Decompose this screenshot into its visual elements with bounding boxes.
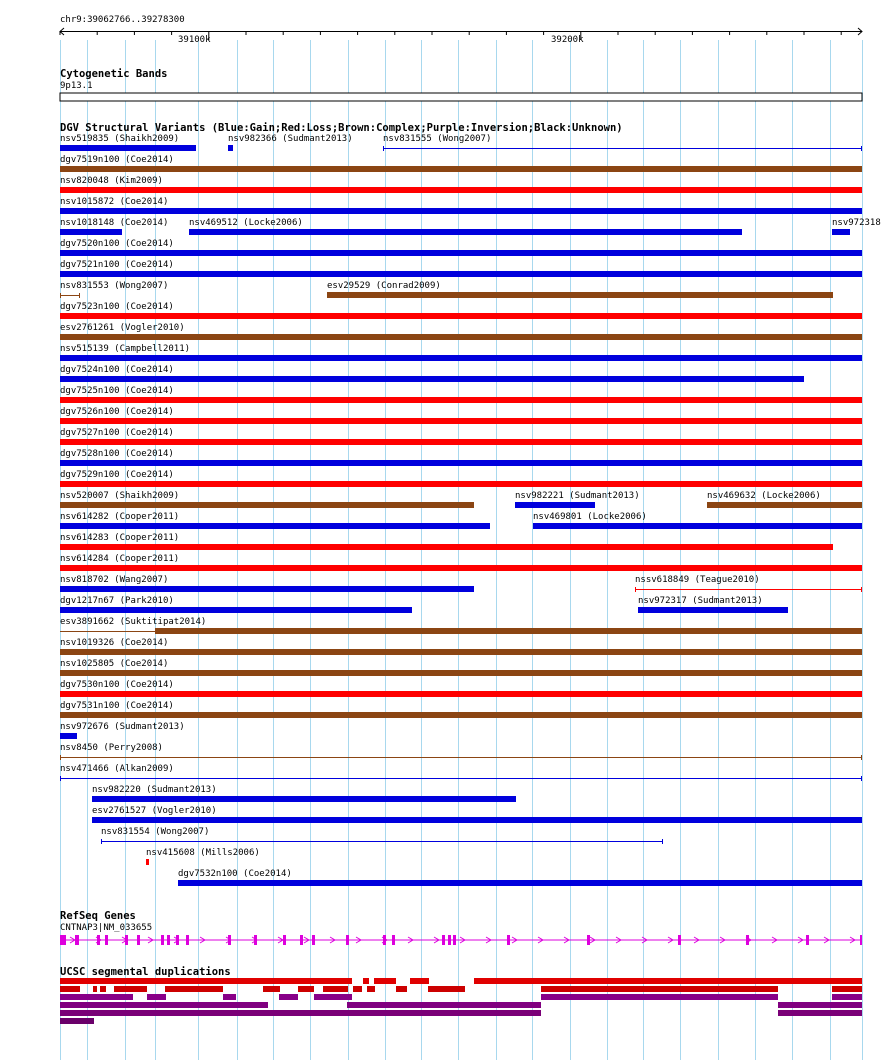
variant-nsv972676[interactable] <box>60 733 77 739</box>
gene-exon <box>860 935 862 945</box>
variant-nsv520007[interactable] <box>60 502 474 508</box>
gene-exon <box>105 935 108 945</box>
variant-bar <box>60 544 833 550</box>
cytobands-track-title[interactable]: Cytogenetic Bands <box>60 68 168 80</box>
variant-label[interactable]: nsv469632 (Locke2006) <box>707 491 821 501</box>
variant-label[interactable]: nsv982366 (Sudmant2013) <box>228 134 353 144</box>
variant-nsv469632[interactable] <box>707 502 862 508</box>
variant-label[interactable]: dgv7519n100 (Coe2014) <box>60 155 174 165</box>
variant-nsv818702[interactable] <box>60 586 474 592</box>
variant-dgv7526n100[interactable] <box>60 418 862 424</box>
gene-exon <box>300 935 303 945</box>
variant-dgv7532n100[interactable] <box>178 880 862 886</box>
variant-bar <box>60 712 862 718</box>
segdup-bar <box>147 994 166 1000</box>
variant-nsv469801[interactable] <box>533 523 862 529</box>
variant-esv29529[interactable] <box>327 292 833 298</box>
cytoband-bar <box>60 93 862 101</box>
variant-label[interactable]: nsv831555 (Wong2007) <box>383 134 492 144</box>
variant-dgv7521n100[interactable] <box>60 271 862 277</box>
variant-bar <box>92 817 862 823</box>
variant-label[interactable]: esv3891662 (Suktitipat2014) <box>60 617 207 627</box>
gene-exon <box>507 935 510 945</box>
variant-dgv1217n67[interactable] <box>60 607 412 613</box>
segdup-bar <box>60 1002 268 1008</box>
ruler-tick-label: 39100k <box>178 35 211 45</box>
variant-bar <box>533 523 862 529</box>
segdup-bar <box>279 994 298 1000</box>
variant-label[interactable]: dgv7531n100 (Coe2014) <box>60 701 174 711</box>
variant-nsv519835[interactable] <box>60 145 196 151</box>
variant-label[interactable]: nsv982220 (Sudmant2013) <box>92 785 217 795</box>
variant-nsv614284[interactable] <box>60 565 862 571</box>
segdup-bar <box>778 1010 862 1016</box>
variant-label[interactable]: nsv818702 (Wang2007) <box>60 575 169 585</box>
variant-bar <box>60 418 862 424</box>
variant-bar <box>60 145 196 151</box>
variant-bar <box>60 565 862 571</box>
variant-nsv1015872[interactable] <box>60 208 862 214</box>
segdup-bar <box>165 986 223 992</box>
segdup-bar <box>374 978 396 984</box>
variant-dgv7525n100[interactable] <box>60 397 862 403</box>
variant-bar <box>707 502 862 508</box>
ruler-tick-label: 39200k <box>551 35 584 45</box>
variant-nsv831554[interactable] <box>101 839 663 844</box>
variant-bar <box>60 187 862 193</box>
variant-nsv972318[interactable] <box>832 229 850 235</box>
variant-label[interactable]: dgv7521n100 (Coe2014) <box>60 260 174 270</box>
variant-label[interactable]: nsv415608 (Mills2006) <box>146 848 260 858</box>
variant-bar <box>60 607 412 613</box>
variant-nsv614283[interactable] <box>60 544 833 550</box>
variant-nsv831555[interactable] <box>383 146 862 151</box>
gene-exon <box>746 935 749 945</box>
variant-label[interactable]: esv29529 (Conrad2009) <box>327 281 441 291</box>
segdup-bar <box>114 986 147 992</box>
gene-exon <box>167 935 170 945</box>
variant-label[interactable]: nsv972676 (Sudmant2013) <box>60 722 185 732</box>
variant-bar <box>60 271 862 277</box>
variant-label[interactable]: nsv972318 <box>832 218 881 228</box>
variant-bar <box>60 250 862 256</box>
segdup-bar <box>367 986 375 992</box>
variant-label[interactable]: nsv519835 (Shaikh2009) <box>60 134 180 144</box>
variant-dgv7529n100[interactable] <box>60 481 862 487</box>
refseq-track-title[interactable]: RefSeq Genes <box>60 910 136 922</box>
variant-bar <box>638 607 788 613</box>
variant-label[interactable]: nsv831553 (Wong2007) <box>60 281 169 291</box>
variant-label[interactable]: nsv614284 (Cooper2011) <box>60 554 180 564</box>
variant-bar <box>515 502 595 508</box>
variant-label[interactable]: dgv7523n100 (Coe2014) <box>60 302 174 312</box>
segdup-bar <box>100 986 106 992</box>
variant-nsv820048[interactable] <box>60 187 862 193</box>
variant-bar <box>60 523 490 529</box>
segdup-bar <box>832 986 862 992</box>
gene-exon <box>383 935 386 945</box>
gene-exon <box>186 935 189 945</box>
variant-label[interactable]: dgv7530n100 (Coe2014) <box>60 680 174 690</box>
variant-label[interactable]: nsv1025805 (Coe2014) <box>60 659 169 669</box>
variant-label[interactable]: nsv614283 (Cooper2011) <box>60 533 180 543</box>
variant-label[interactable]: nsv972317 (Sudmant2013) <box>638 596 763 606</box>
variant-bar <box>146 859 149 865</box>
gene-exon <box>60 935 66 945</box>
gene-exon <box>448 935 451 945</box>
variant-esv2761261[interactable] <box>60 334 862 340</box>
segdup-bar <box>541 994 778 1000</box>
segdup-bar <box>60 1010 541 1016</box>
variant-label[interactable]: nsv469512 (Locke2006) <box>189 218 303 228</box>
segdup-bar <box>541 986 778 992</box>
gene-exon <box>312 935 315 945</box>
gene-exon <box>678 935 681 945</box>
variant-label[interactable]: nsv831554 (Wong2007) <box>101 827 210 837</box>
variant-label[interactable]: nsv1018148 (Coe2014) <box>60 218 169 228</box>
variant-label[interactable]: dgv1217n67 (Park2010) <box>60 596 174 606</box>
segdup-bar <box>60 994 133 1000</box>
variant-bar <box>60 313 862 319</box>
variant-dgv7530n100[interactable] <box>60 691 862 697</box>
segdup-bar <box>60 1018 94 1024</box>
gene-exon <box>228 935 231 945</box>
variant-bar <box>60 649 862 655</box>
variant-label[interactable]: dgv7532n100 (Coe2014) <box>178 869 292 879</box>
variant-bar <box>178 880 862 886</box>
variant-dgv7520n100[interactable] <box>60 250 862 256</box>
variant-bar <box>327 292 833 298</box>
gene-exon <box>346 935 349 945</box>
variant-bar <box>60 460 862 466</box>
variant-dgv7523n100[interactable] <box>60 313 862 319</box>
gene-exon <box>97 935 100 945</box>
variant-bar <box>60 586 474 592</box>
segdup-bar <box>778 1002 862 1008</box>
variant-bar <box>60 397 862 403</box>
gene-exon <box>137 935 140 945</box>
variant-nsv515139[interactable] <box>60 355 862 361</box>
variant-bar <box>60 334 862 340</box>
variant-bar <box>60 355 862 361</box>
refseq-gene-label: CNTNAP3|NM_033655 <box>60 923 153 933</box>
variant-bar <box>60 691 862 697</box>
segdup-bar <box>347 1002 541 1008</box>
segdup-bar <box>263 986 280 992</box>
variant-dgv7528n100[interactable] <box>60 460 862 466</box>
gene-exon <box>392 935 395 945</box>
variant-nsv8450[interactable] <box>60 755 862 760</box>
variant-bar <box>60 208 862 214</box>
variant-nsv982220[interactable] <box>92 796 516 802</box>
variant-bar <box>189 229 742 235</box>
segdup-bar <box>410 978 429 984</box>
gene-exon <box>254 935 257 945</box>
segdup-bar <box>60 978 352 984</box>
variant-bar <box>832 229 850 235</box>
variant-label[interactable]: nsv520007 (Shaikh2009) <box>60 491 180 501</box>
variant-nsv1019326[interactable] <box>60 649 862 655</box>
variant-nsv415608[interactable] <box>146 859 149 865</box>
variant-label[interactable]: nsv820048 (Kim2009) <box>60 176 163 186</box>
gene-exon <box>161 935 164 945</box>
variant-label[interactable]: nsv614282 (Cooper2011) <box>60 512 180 522</box>
variant-bar <box>60 166 862 172</box>
variant-label[interactable]: dgv7520n100 (Coe2014) <box>60 239 174 249</box>
segdup-bar <box>93 986 97 992</box>
variant-nsv614282[interactable] <box>60 523 490 529</box>
cytoband-label: 9p13.1 <box>60 81 93 91</box>
variant-nsv469512[interactable] <box>189 229 742 235</box>
variant-nsv831553[interactable] <box>60 293 80 298</box>
variant-dgv7524n100[interactable] <box>60 376 804 382</box>
variant-label[interactable]: esv2761261 (Vogler2010) <box>60 323 185 333</box>
variant-nssv618849[interactable] <box>635 587 862 592</box>
variant-nsv972317[interactable] <box>638 607 788 613</box>
variant-label[interactable]: dgv7525n100 (Coe2014) <box>60 386 174 396</box>
position-label: chr9:39062766..39278300 <box>60 15 185 25</box>
gene-exon <box>283 935 286 945</box>
variant-label[interactable]: nsv471466 (Alkan2009) <box>60 764 174 774</box>
variant-esv3891662[interactable] <box>60 628 862 634</box>
dgv-track-title[interactable]: DGV Structural Variants (Blue:Gain;Red:Loss;Brown:Complex;Purple:Inversion;Black:Unknown) <box>60 122 623 134</box>
gene-exon <box>806 935 809 945</box>
variant-esv2761527[interactable] <box>92 817 862 823</box>
variant-nsv982366[interactable] <box>228 145 233 151</box>
variant-bar <box>60 670 862 676</box>
variant-bar <box>92 796 516 802</box>
segdup-bar <box>396 986 407 992</box>
variant-nsv1025805[interactable] <box>60 670 862 676</box>
variant-bar <box>60 481 862 487</box>
variant-label[interactable]: nsv982221 (Sudmant2013) <box>515 491 640 501</box>
variant-label[interactable]: dgv7527n100 (Coe2014) <box>60 428 174 438</box>
segdup-bar <box>428 986 465 992</box>
segdup-bar <box>323 986 348 992</box>
variant-label[interactable]: nsv515139 (Campbell2011) <box>60 344 191 354</box>
variant-label[interactable]: nsv8450 (Perry2008) <box>60 743 163 753</box>
variant-label[interactable]: esv2761527 (Vogler2010) <box>92 806 217 816</box>
segdup-track-title[interactable]: UCSC segmental duplications <box>60 966 231 978</box>
variant-label[interactable]: nsv1019326 (Coe2014) <box>60 638 169 648</box>
variant-label[interactable]: dgv7526n100 (Coe2014) <box>60 407 174 417</box>
variant-dgv7519n100[interactable] <box>60 166 862 172</box>
variant-bar <box>60 439 862 445</box>
variant-bar <box>60 502 474 508</box>
segdup-bar <box>298 986 314 992</box>
gene-exon <box>75 935 79 945</box>
variant-label[interactable]: nssv618849 (Teague2010) <box>635 575 760 585</box>
variant-label[interactable]: dgv7524n100 (Coe2014) <box>60 365 174 375</box>
variant-bar <box>60 229 122 235</box>
variant-bar <box>60 376 804 382</box>
segdup-bar <box>223 994 236 1000</box>
variant-nsv471466[interactable] <box>60 776 862 781</box>
segdup-bar <box>474 978 862 984</box>
gene-exon <box>442 935 445 945</box>
segdup-bar <box>314 994 352 1000</box>
segdup-bar <box>60 986 80 992</box>
gene-exon <box>587 935 590 945</box>
gene-exon <box>125 935 128 945</box>
variant-label[interactable]: dgv7528n100 (Coe2014) <box>60 449 174 459</box>
variant-bar <box>155 628 862 634</box>
variant-bar <box>228 145 233 151</box>
segdup-bar <box>363 978 369 984</box>
gene-exon <box>176 935 179 945</box>
segdup-bar <box>353 986 362 992</box>
variant-label[interactable]: nsv469801 (Locke2006) <box>533 512 647 522</box>
variant-label[interactable]: nsv1015872 (Coe2014) <box>60 197 169 207</box>
segdup-bar <box>832 994 862 1000</box>
variant-nsv1018148[interactable] <box>60 229 122 235</box>
gene-exon <box>453 935 456 945</box>
variant-dgv7527n100[interactable] <box>60 439 862 445</box>
variant-bar <box>60 733 77 739</box>
variant-nsv982221[interactable] <box>515 502 595 508</box>
variant-dgv7531n100[interactable] <box>60 712 862 718</box>
variant-label[interactable]: dgv7529n100 (Coe2014) <box>60 470 174 480</box>
